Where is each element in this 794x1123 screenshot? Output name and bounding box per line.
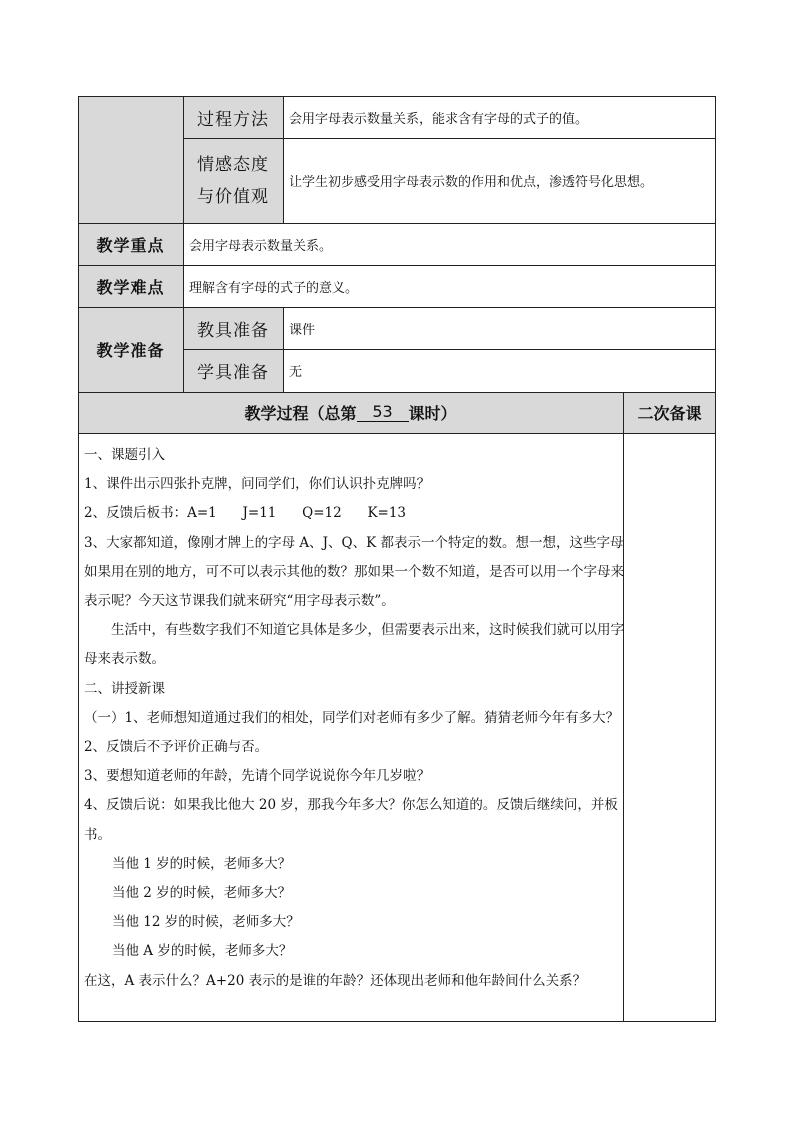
rule xyxy=(78,1021,716,1022)
content-line: 当他 2 岁的时候，老师多大？ xyxy=(112,885,292,902)
content-line: 2、反馈后板书：A=1 J=11 Q=12 K=13 xyxy=(84,505,407,522)
student-prep-label: 学具准备 xyxy=(197,363,269,383)
rule xyxy=(78,433,716,434)
process-header xyxy=(78,392,623,433)
content-paragraph: 4、反馈后说：如果我比他大 20 岁，那我今年多大？你怎么知道的。反馈后继续问，并板书。 xyxy=(84,797,618,843)
content-line: 一、课题引入 xyxy=(84,447,165,463)
key-point-value: 会用字母表示数量关系。 xyxy=(189,238,333,254)
teacher-prep-value: 课件 xyxy=(289,322,316,338)
student-prep-value: 无 xyxy=(289,365,303,380)
content-line: 当他 A 岁的时候，老师多大？ xyxy=(112,943,293,960)
content-paragraph: 生活中，有些数字我们不知道它具体是多少，但需要表示出来，这时候我们就可以用字母来表示数。 xyxy=(84,622,624,668)
process-header-prefix: 教学过程（总第 xyxy=(244,404,357,423)
process-method-value: 会用字母表示数量关系，能求含有字母的式子的值。 xyxy=(289,111,589,127)
process-content xyxy=(84,441,624,996)
content-line: 1、课件出示四张扑克牌，问同学们，你们认识扑克牌吗？ xyxy=(84,476,431,493)
difficulty-label: 教学难点 xyxy=(96,277,165,297)
content-line: 3、要想知道老师的年龄，先请个同学说说你今年几岁啦？ xyxy=(84,768,431,785)
process-method-label: 过程方法 xyxy=(197,109,269,130)
content-line: 当他 1 岁的时候，老师多大？ xyxy=(112,855,292,872)
content-paragraph: 3、大家都知道，像刚才牌上的字母 A、J、Q、K 都表示一个特定的数。想一想，这些字母如果用在别的地方，可不可以表示其他的数？那如果一个数不知道，是否可以用一个字母来表示呢？今天这节课我们就来研究“用字母表示数”。 xyxy=(84,534,624,610)
emotion-label-line2: 与价值观 xyxy=(197,186,269,207)
content-line: 当他 12 岁的时候，老师多大？ xyxy=(112,914,300,931)
content-line: 在这，A 表示什么？A+20 表示的是谁的年龄？还体现出老师和他年龄间什么关系？ xyxy=(84,972,587,989)
content-paragraph: （一）1、老师想知道通过我们的相处，同学们对老师有多少了解。猜猜老师今年有多大？ xyxy=(84,709,620,726)
emotion-value: 让学生初步感受用字母表示数的作用和优点，渗透符号化思想。 xyxy=(289,175,654,190)
emotion-label xyxy=(183,138,283,223)
difficulty-value: 理解含有字母的式子的意义。 xyxy=(189,280,359,296)
prep-label: 教学准备 xyxy=(96,341,165,360)
emotion-label-line1: 情感态度 xyxy=(197,154,269,175)
content-line: 二、讲授新课 xyxy=(84,680,165,697)
teacher-prep-label: 教具准备 xyxy=(197,320,269,341)
process-header-suffix: 课时） xyxy=(408,404,457,423)
second-prep-header: 二次备课 xyxy=(637,404,702,423)
process-header-number: 53 xyxy=(357,403,409,422)
content-line: 2、反馈后不予评价正确与否。 xyxy=(84,739,269,756)
key-point-label: 教学重点 xyxy=(96,235,165,255)
